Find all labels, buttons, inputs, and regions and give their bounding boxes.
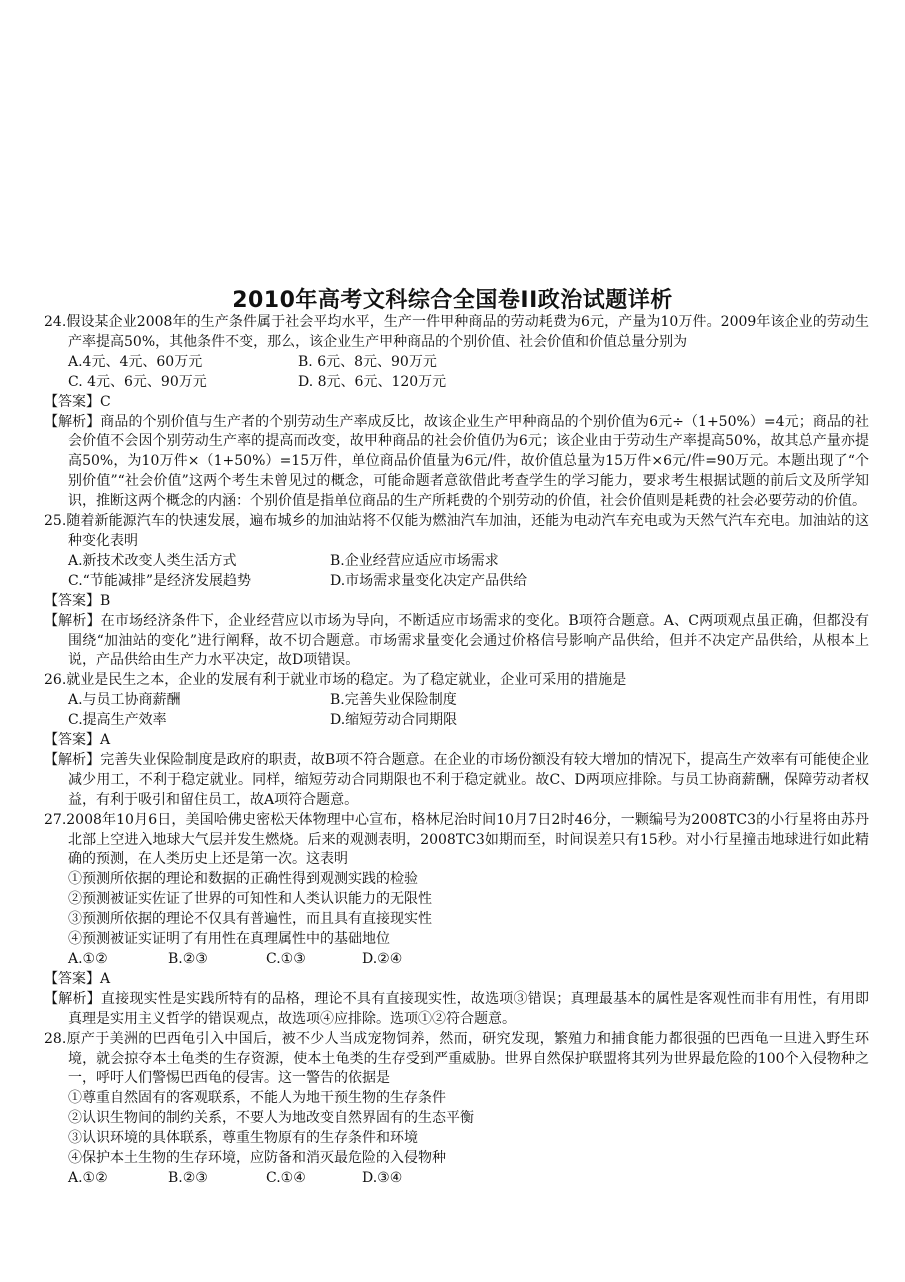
option-b: B.②③: [168, 951, 208, 967]
option-c: C. 4元、6元、90万元: [68, 373, 207, 390]
options: [44, 950, 869, 970]
option-a: A.新技术改变人类生活方式: [68, 552, 237, 569]
option-a: A.4元、4元、60万元: [68, 353, 203, 370]
options: [44, 353, 869, 393]
explanation-label: 【解析】: [44, 990, 101, 1007]
question-25: [44, 512, 869, 671]
answer-value: C: [100, 393, 111, 410]
statement-2: ②预测被证实佐证了世界的可知性和人类认识能力的无限性: [68, 891, 432, 908]
statement-4: ④预测被证实证明了有用性在真理属性中的基础地位: [68, 931, 390, 948]
answer-line: [44, 731, 869, 751]
question-text: 2008年10月6日，美国哈佛史密松天体物理中心宣布，格林尼治时间10月7日2时46分，一颗编号为2008TC3的小行星将由苏丹北部上空进入地球大气层并发生燃烧。后来的观测表明，2008TC3如期而至，时间误差只有15秒。对小行星撞击地球进行如此精确的预测，在人类历史上还是第一次。这表明: [66, 811, 869, 868]
option-c: C.“节能减排”是经济发展趋势: [68, 572, 251, 589]
explanation: [44, 990, 869, 1030]
explanation-text: 在市场经济条件下，企业经营应以市场为导向，不断适应市场需求的变化。B项符合题意。A、C两项观点虽正确，但都没有围绕“加油站的变化”进行阐释，故不切合题意。市场需求量变化会通过价格信号影响产品供给，但并不决定产品供给，从根本上说，产品供给由生产力水平决定，故D项错误。: [68, 612, 870, 669]
answer-label: 【答案】: [44, 732, 100, 749]
statement-3: ③认识环境的具体联系，尊重生物原有的生存条件和环境: [68, 1130, 418, 1147]
question-text: 原产于美洲的巴西龟引入中国后，被不少人当成宠物饲养，然而，研究发现，繁殖力和捕食能力都很强的巴西龟一旦进入野生环境，就会掠夺本土龟类的生存资源，使本土龟类的生存受到严重威胁。世界自然保护联盟将其列为世界最危险的100个入侵物种之一，呼吁人们警惕巴西龟的侵害。这一警告的依据是: [66, 1030, 869, 1087]
option-d: D.缩短劳动合同期限: [330, 712, 458, 729]
option-a: A.①②: [68, 1169, 108, 1186]
question-28: [44, 1030, 869, 1189]
question-stem: [44, 1030, 869, 1090]
option-b: B. 6元、8元、90万元: [298, 353, 437, 370]
answer-value: B: [100, 592, 111, 609]
answer-line: [44, 592, 869, 612]
explanation: [44, 751, 869, 811]
option-d: D. 8元、6元、120万元: [298, 373, 447, 390]
option-c: C.①③: [266, 951, 306, 967]
statement-3: ③预测所依据的理论不仅具有普遍性，而且具有直接现实性: [68, 911, 432, 928]
explanation-text: 直接现实性是实践所特有的品格，理论不具有直接现实性，故选项③错误；真理最基本的属性是客观性而非有用性，有用即真理是实用主义哲学的错误观点，故选项④应排除。选项①②符合题意。: [68, 990, 870, 1027]
explanation-label: 【解析】: [44, 612, 101, 629]
answer-label: 【答案】: [44, 592, 100, 609]
explanation: [44, 413, 869, 513]
option-a: A.①②: [68, 951, 108, 967]
answer-label: 【答案】: [44, 970, 100, 987]
option-d: D.②④: [362, 951, 403, 967]
question-number: 26.: [44, 672, 67, 689]
question-text: 假设某企业2008年的生产条件属于社会平均水平，生产一件甲种商品的劳动耗费为6元，产量为10万件。2009年该企业的劳动生产率提高50%，其他条件不变，那么，该企业生产甲种商品的个别价值、社会价值和价值总量分别为: [66, 314, 869, 350]
options: [44, 1169, 869, 1189]
option-d: D.市场需求量变化决定产品供给: [330, 572, 528, 589]
answer-line: [44, 970, 869, 990]
question-stem: [44, 512, 869, 552]
answer-label: 【答案】: [44, 393, 100, 410]
document-title: 2010年高考文科综合全国卷II政治试题详析: [232, 288, 673, 313]
answer-value: A: [100, 970, 111, 987]
statement-1: ①尊重自然固有的客观联系，不能人为地干预生物的生存条件: [68, 1090, 446, 1107]
explanation-label: 【解析】: [44, 751, 101, 768]
option-c: C.提高生产效率: [68, 712, 167, 729]
explanation: [44, 612, 869, 672]
answer-value: A: [100, 732, 111, 749]
question-26: [44, 671, 869, 810]
explanation-text: 商品的个别价值与生产者的个别劳动生产率成反比，故该企业生产甲种商品的个别价值为6元÷（1+50%）=4元；商品的社会价值不会因个别劳动生产率的提高而改变，故甲种商品的社会价值仍为6元；该企业由于劳动生产率提高50%，故其总产量亦提高50%，为10万件×（1+50%）=15万件，单位商品价值量为6元/件，故价值总量为15万件×6元/件=90万元。本题出现了“个别价值”“社会价值”这两个考生未曾见过的概念，可能命题者意欲借此考查学生的学习能力，要求考生根据试题的前后文及所学知识，推断这两个概念的内涵：个别价值是指单位商品的生产所耗费的个别劳动的价值，社会价值则是耗费的社会必要劳动的价值。: [68, 413, 870, 510]
question-number: 28.: [44, 1030, 67, 1047]
option-c: C.①④: [266, 1169, 306, 1186]
statement-1: ①预测所依据的理论和数据的正确性得到观测实践的检验: [68, 871, 418, 888]
question-number: 24.: [44, 314, 67, 330]
question-stem: [44, 313, 869, 353]
answer-line: [44, 393, 869, 413]
question-27: [44, 811, 869, 1030]
option-b: B.完善失业保险制度: [330, 692, 457, 709]
options: [44, 552, 869, 592]
options: [44, 691, 869, 731]
question-number: 25.: [44, 513, 67, 530]
question-number: 27.: [44, 811, 67, 828]
option-d: D.③④: [362, 1169, 403, 1186]
document-body: [44, 313, 869, 1189]
option-b: B.企业经营应适应市场需求: [330, 552, 499, 569]
question-stem: [44, 811, 869, 871]
explanation-text: 完善失业保险制度是政府的职责，故B项不符合题意。在企业的市场份额没有较大增加的情况下，提高生产效率有可能使企业减少用工，不利于稳定就业。同样，缩短劳动合同期限也不利于稳定就业。故C、D两项应排除。与员工协商薪酬，保障劳动者权益，有利于吸引和留住员工，故A项符合题意。: [68, 751, 869, 808]
statement-4: ④保护本土生物的生存环境，应防备和消灭最危险的入侵物种: [68, 1150, 446, 1167]
explanation-label: 【解析】: [44, 413, 101, 430]
statement-2: ②认识生物间的制约关系，不要人为地改变自然界固有的生态平衡: [68, 1110, 474, 1127]
question-text: 就业是民生之本，企业的发展有利于就业市场的稳定。为了稳定就业，企业可采用的措施是: [66, 672, 627, 689]
question-24: [44, 313, 869, 512]
question-stem: [44, 671, 869, 691]
option-a: A.与员工协商薪酬: [68, 692, 181, 709]
question-text: 随着新能源汽车的快速发展，遍布城乡的加油站将不仅能为燃油汽车加油，还能为电动汽车充电或为天然气汽车充电。加油站的这种变化表明: [66, 513, 869, 549]
option-b: B.②③: [168, 1169, 208, 1186]
